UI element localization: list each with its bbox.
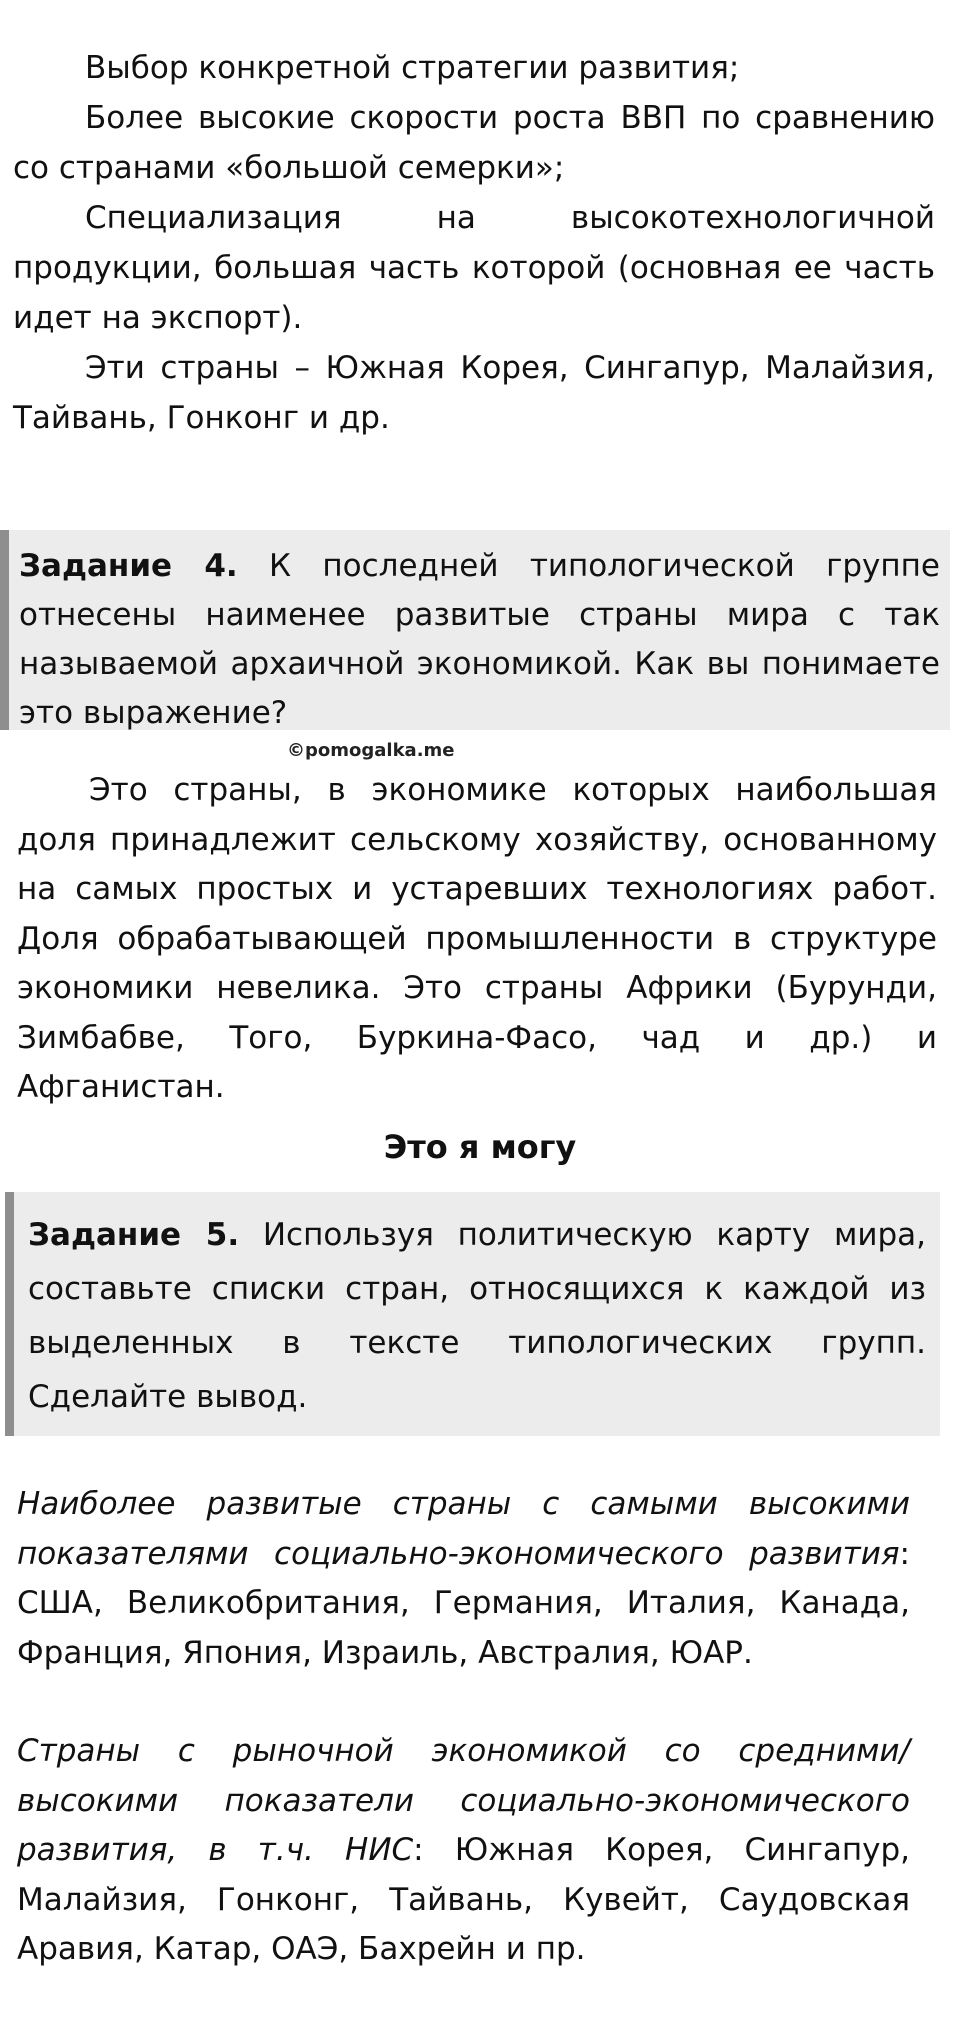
group-1-label: Наиболее развитые страны с самыми высокими показателями социально-экономического развития [17,1486,910,1572]
task-4-text [19,542,940,738]
task-4-label: Задание 4. [19,548,238,584]
intro-line-4: Эти страны – Южная Корея, Сингапур, Малайзия, Тайвань, Гонконг и др. [13,350,935,436]
task-4-question: К последней типологической группе отнесены наименее развитые страны мира с так называемой архаичной экономикой. Как вы понимаете это выражение? [19,548,941,731]
group-2-label: Страны с рыночной экономикой со средними/высокими показатели социально-экономического развития, в т.ч. НИС [17,1733,910,1868]
group-2-countries: : Южная Корея, Сингапур, Малайзия, Гонконг, Тайвань, Кувейт, Саудовская Аравия, Катар, ОАЭ, Бахрейн и пр. [17,1832,910,1967]
task-4-box [0,530,950,730]
watermark: ©pomogalka.me [287,740,455,761]
intro-line-2: Более высокие скорости роста ВВП по сравнению со странами «большой семерки»; [13,100,935,186]
section-heading: Это я могу [383,1128,577,1166]
task-5-answer-group-1 [17,1480,910,1678]
task-5-label: Задание 5. [28,1217,240,1253]
task-5-answer-group-2 [17,1727,910,1975]
task-5-box [5,1192,940,1436]
group-1-countries: : США, Великобритания, Германия, Италия, Канада, Франция, Япония, Израиль, Австралия, ЮАР. [17,1535,910,1671]
task-4-answer: Это страны, в экономике которых наибольшая доля принадлежит сельскому хозяйству, основанному на самых простых и устаревших технологиях работ. Доля обрабатывающей промышленности в структуре экономики невелика. Это страны Африки (Бурунди, Зимбабве, Того, Буркина-Фасо, чад и др.) и Афганистан. [17,772,937,1105]
task-5-text [28,1208,926,1424]
task-5-question: Используя политическую карту мира, составьте списки стран, относящихся к каждой из выделенных в тексте типологических групп. Сделайте вывод. [28,1217,927,1415]
intro-line-3: Специализация на высокотехнологичной продукции, большая часть которой (основная ее часть идет на экспорт). [13,200,935,336]
intro-line-1: Выбор конкретной стратегии развития; [85,50,740,86]
